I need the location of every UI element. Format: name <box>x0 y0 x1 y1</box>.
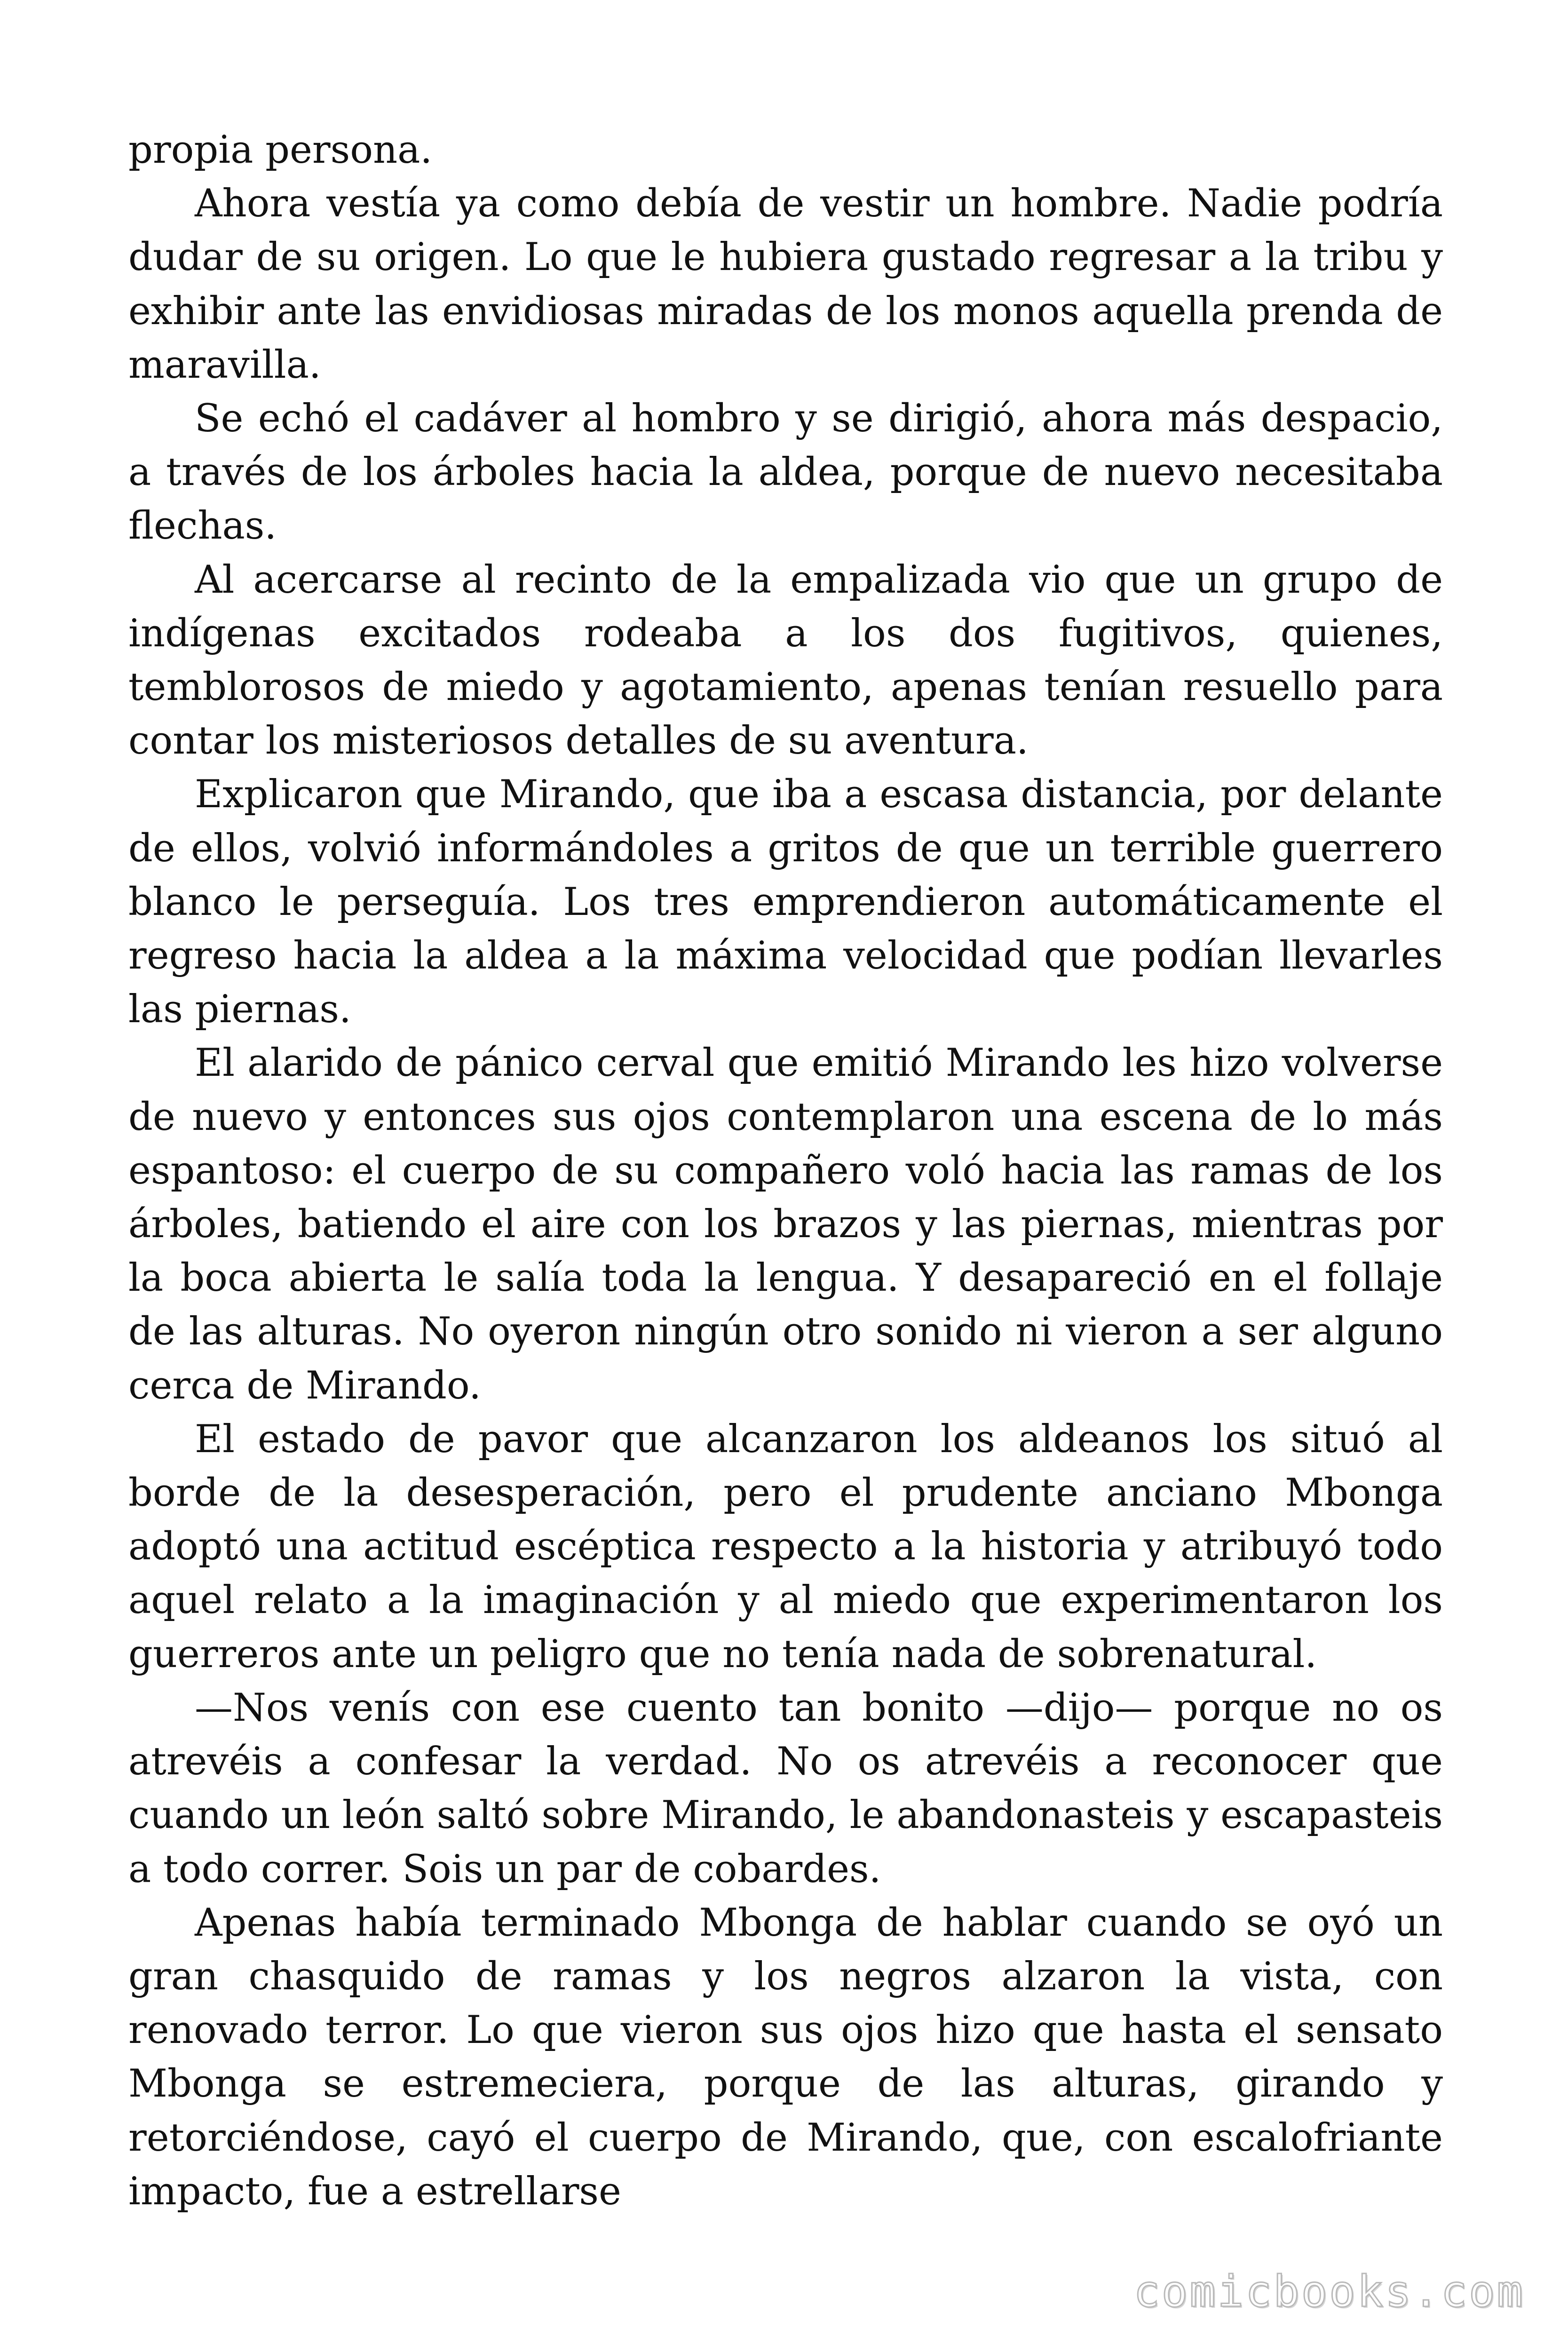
paragraph-5: Explicaron que Mirando, que iba a escasa distancia, por delante de ellos, volvió informándoles a gritos de que un terrible guerrero blanco le perseguía. Los tres emprendieron automáticamente el regreso hacia la aldea a la máxima velocidad que podían llevarles las piernas. <box>128 772 1443 1032</box>
paragraph-1: propia persona. <box>128 128 433 172</box>
paragraph-6: El alarido de pánico cerval que emitió Mirando les hizo volverse de nuevo y entonces sus ojos contemplaron una escena de lo más espantoso: el cuerpo de su compañero voló hacia las ramas de los árboles, batiendo el aire con los brazos y las piernas, mientras por la boca abierta le salía toda la lengua. Y desapareció en el follaje de las alturas. No oyeron ningún otro sonido ni vieron a ser alguno cerca de Mirando. <box>128 1041 1443 1408</box>
paragraph-8: —Nos venís con ese cuento tan bonito —dijo— porque no os atrevéis a confesar la verdad. No os atrevéis a reconocer que cuando un león saltó sobre Mirando, le abandonasteis y escapasteis a todo correr. Sois un par de cobardes. <box>128 1685 1443 1891</box>
paragraph-3: Se echó el cadáver al hombro y se dirigió, ahora más despacio, a través de los árboles hacia la aldea, porque de nuevo necesitaba flechas. <box>128 397 1443 548</box>
body-text <box>128 123 1443 2218</box>
paragraph-2: Ahora vestía ya como debía de vestir un hombre. Nadie podría dudar de su origen. Lo que le hubiera gustado regresar a la tribu y exhibir ante las envidiosas miradas de los monos aquella prenda de maravilla. <box>128 182 1443 387</box>
paragraph-7: El estado de pavor que alcanzaron los aldeanos los situó al borde de la desesperación, pero el prudente anciano Mbonga adoptó una actitud escéptica respecto a la historia y atribuyó todo aquel relato a la imaginación y al miedo que experimentaron los guerreros ante un peligro que no tenía nada de sobrenatural. <box>128 1417 1443 1677</box>
watermark: comicbooks.com <box>1133 2266 1525 2317</box>
paragraph-4: Al acercarse al recinto de la empalizada vio que un grupo de indígenas excitados rodeaba a los dos fugitivos, quienes, temblorosos de miedo y agotamiento, apenas tenían resuello para contar los misteriosos detalles de su aventura. <box>128 557 1443 763</box>
paragraph-9: Apenas había terminado Mbonga de hablar cuando se oyó un gran chasquido de ramas y los negros alzaron la vista, con renovado terror. Lo que vieron sus ojos hizo que hasta el sensato Mbonga se estremeciera, porque de las alturas, girando y retorciéndose, cayó el cuerpo de Mirando, que, con escalofriante impacto, fue a estrellarse <box>128 1900 1443 2214</box>
